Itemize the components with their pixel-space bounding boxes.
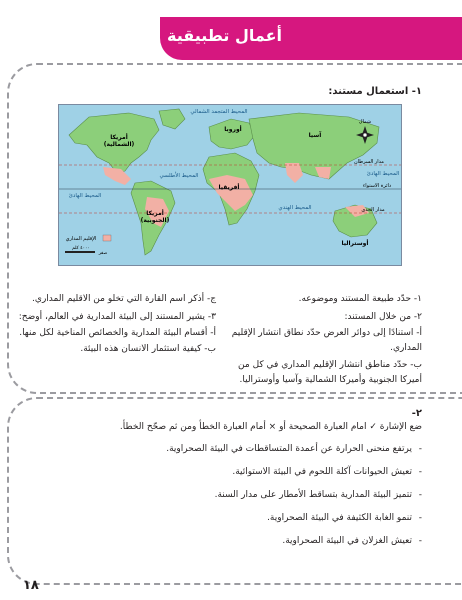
section-2-number: ٢-	[411, 408, 422, 419]
statement-3: - تتميز البيئة المدارية بتساقط الأمطار على مدار السنة.	[92, 484, 422, 507]
north-america-label: أمريكا (الشمالية)	[103, 134, 135, 148]
equator-label: دائرة الاستواء	[362, 183, 392, 189]
capricorn-label: مدار الجدي	[361, 207, 385, 213]
question-2c: ج- أذكر اسم القارة التي تخلو من الاقليم المداري.	[32, 294, 216, 304]
section-2-instruction: ضع الإشارة ✓ امام العبارة الصحيحة أو × أمام العبارة الخطأ ومن ثم صحّح الخطأ.	[119, 422, 422, 432]
scale-label: ٤٠٠٠ كلم	[72, 246, 90, 251]
asia-label: آسيا	[308, 132, 322, 139]
question-2a: أ- استنادًا إلى دوائر العرض حدّد نطاق انتشار الإقليم المداري.	[231, 328, 422, 353]
arctic-ocean-label: المحيط المتجمد الشمالي	[190, 109, 248, 115]
cancer-label: مدار السرطان	[353, 159, 385, 165]
australia-label: أوستراليا	[341, 240, 369, 247]
compass-north-label: شمال	[358, 119, 372, 125]
scale-bar	[65, 251, 95, 253]
question-2b: ب- حدّد مناطق انتشار الإقليم المداري في كل من أميركا الجنوبية وأميركا الشمالية وآسيا وأوستراليا.	[238, 360, 422, 385]
south-america-label: أمريكا (الجنوبية)	[140, 210, 170, 224]
question-3: ٣- يشير المستند إلى البيئة المدارية في العالم، أوضح:	[18, 312, 216, 322]
atlantic-ocean-label: المحيط الأطلسي	[159, 173, 199, 179]
section-title: ١- استعمال مستند:	[328, 86, 422, 97]
africa-label: أفريقيا	[218, 184, 240, 191]
indian-ocean-label: المحيط الهندي	[278, 205, 312, 211]
world-map	[58, 104, 402, 266]
statement-list	[92, 438, 422, 553]
statement-2: - تعيش الحيوانات آكلة اللحوم في البيئة الاستوائية.	[92, 461, 422, 484]
pacific-ocean-label-left: المحيط الهادئ	[68, 193, 102, 199]
scale-zero-label: صفر	[98, 251, 108, 256]
page-title: أعمال تطبيقية	[166, 26, 282, 45]
question-3b: ب- كيفية استثمار الانسان هذه البيئة.	[80, 344, 216, 354]
statement-4: - تنمو الغابة الكثيفة في البيئة الصحراوية.	[92, 507, 422, 530]
pacific-ocean-label-right: المحيط الهادئ	[366, 171, 400, 177]
question-2: ٢- من خلال المستند:	[344, 312, 422, 322]
question-1: ١- حدّد طبيعة المستند وموضوعه.	[298, 294, 422, 304]
question-3a: أ- أقسام البيئة المدارية والخصائص المناخية لكل منها.	[19, 328, 216, 338]
europe-label: أوروبا	[224, 126, 242, 133]
statement-1: - يرتفع منحنى الحرارة عن أعمدة المتساقطات في البيئة الصحراوية.	[92, 438, 422, 461]
statement-5: - تعيش الغزلان في البيئة الصحراوية.	[92, 530, 422, 553]
legend-label: الإقليم المداري	[65, 236, 97, 242]
legend-swatch	[103, 235, 111, 241]
page-number: ١٨	[23, 578, 39, 593]
